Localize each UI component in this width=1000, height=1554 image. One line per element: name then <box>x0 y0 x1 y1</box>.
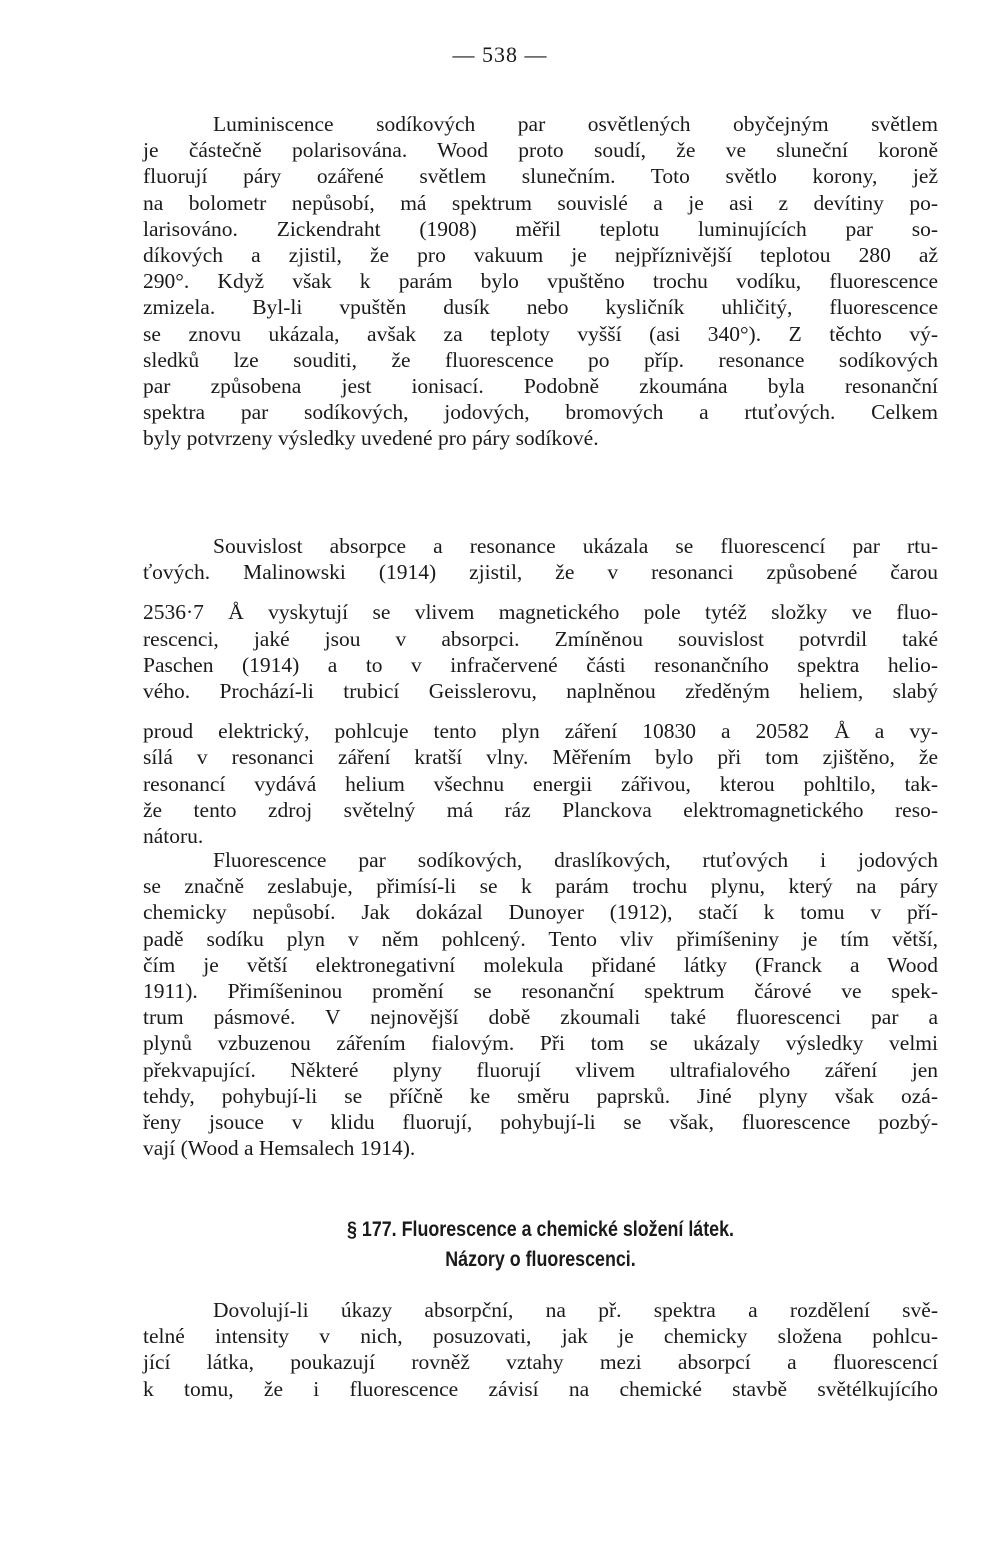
text-line: Souvislost absorpce a resonance ukázala se fluorescencí par rtu- <box>213 534 938 558</box>
text-line: díkových a zjistil, že pro vakuum je nejpříznivější teplotou 280 až <box>143 243 938 268</box>
paragraph-1 <box>143 111 938 452</box>
text-line: 290°. Když však k parám bylo vpuštěno trochu vodíku, fluorescence <box>143 269 938 294</box>
text-line: trum pásmové. V nejnovější době zkoumali také fluorescenci par a <box>143 1005 938 1030</box>
text-line: Paschen (1914) a to v infračervené části resonančního spektra helio- <box>143 652 938 677</box>
text-line: 1911). Přimíšeninou promění se resonanční spektrum čárové ve spek- <box>143 979 938 1004</box>
text-line: larisováno. Zickendraht (1908) měřil teplotu luminujících par so- <box>143 216 938 241</box>
text-line: fluorují páry ozářené světlem slunečním. Toto světlo korony, jež <box>143 164 938 189</box>
text-line: tehdy, pohybují-li se příčně ke směru paprsků. Jiné plyny však ozá- <box>143 1083 938 1108</box>
text-line: nátoru. <box>143 824 204 849</box>
text-line: že tento zdroj světelný má ráz Planckova elektromagnetického reso- <box>143 797 938 822</box>
text-line: padě sodíku plyn v něm pohlcený. Tento vliv přimíšeniny je tím větší, <box>143 926 938 951</box>
section-heading <box>203 1215 879 1275</box>
text-line: sílá v resonanci záření kratší vlny. Měřením bylo při tom zjištěno, že <box>143 745 938 770</box>
text-line: telné intensity v nich, posuzovati, jak je chemicky složena pohlcu- <box>143 1324 938 1349</box>
paragraph-3 <box>143 847 938 1161</box>
text-line: Dovolují-li úkazy absorpční, na př. spektra a rozdělení svě- <box>213 1298 938 1322</box>
text-line: plynů vzbuzenou zářením fialovým. Při tom se ukázaly výsledky velmi <box>143 1031 938 1056</box>
text-line: k tomu, že i fluorescence závisí na chemické stavbě světélkujícího <box>143 1376 938 1401</box>
text-line: spektra par sodíkových, jodových, bromových a rtuťových. Celkem <box>143 400 938 425</box>
text-line: zmizela. Byl-li vpuštěn dusík nebo kysličník uhličitý, fluorescence <box>143 295 938 320</box>
text-line: jící látka, poukazují rovněž vztahy mezi absorpcí a fluorescencí <box>143 1350 938 1375</box>
text-line: se značně zeslabuje, přimísí-li se k parám trochu plynu, který na páry <box>143 874 938 899</box>
section-heading-line-1: § 177. Fluorescence a chemické složení látek. <box>347 1218 734 1241</box>
text-line: 2536·7 Å vyskytují se vlivem magnetického pole tytéž složky ve fluo- <box>143 600 938 625</box>
text-line: vého. Prochází-li trubicí Geisslerovu, naplněnou zředěným heliem, slabý <box>143 679 938 704</box>
text-line: byly potvrzeny výsledky uvedené pro páry sodíkové. <box>143 426 599 451</box>
text-line: rescenci, jaké jsou v absorpci. Zmíněnou souvislost potvrdil také <box>143 626 938 651</box>
text-line: překvapující. Některé plyny fluorují vlivem ultrafialového záření jen <box>143 1057 938 1082</box>
paragraph-2 <box>143 533 938 849</box>
text-line: čím je větší elektronegativní molekula přidané látky (Franck a Wood <box>143 952 938 977</box>
text-line: ťových. Malinowski (1914) zjistil, že v resonanci způsobené čarou <box>143 560 938 585</box>
text-line: chemicky nepůsobí. Jak dokázal Dunoyer (1912), stačí k tomu v pří- <box>143 900 938 925</box>
page-number: — 538 — <box>452 42 548 67</box>
text-line: řeny jsouce v klidu fluorují, pohybují-li se však, fluorescence pozbý- <box>143 1110 938 1135</box>
section-heading-line-2: Názory o fluorescenci. <box>445 1248 636 1271</box>
text-line: vají (Wood a Hemsalech 1914). <box>143 1136 416 1161</box>
text-line: Luminiscence sodíkových par osvětlených obyčejným světlem <box>213 112 938 136</box>
text-line: je částečně polarisována. Wood proto soudí, že ve sluneční koroně <box>143 138 938 163</box>
text-line: Fluorescence par sodíkových, draslíkových, rtuťových i jodových <box>213 848 938 872</box>
text-line: par způsobena jest ionisací. Podobně zkoumána byla resonanční <box>143 374 938 399</box>
paragraph-4 <box>143 1297 938 1402</box>
text-line: na bolometr nepůsobí, má spektrum souvislé a je asi z devítiny po- <box>143 190 938 215</box>
text-line: resonancí vydává helium všechnu energii zářivou, kterou pohltilo, tak- <box>143 771 938 796</box>
text-line: proud elektrický, pohlcuje tento plyn záření 10830 a 20582 Å a vy- <box>143 719 938 744</box>
text-line: se znovu ukázala, avšak za teploty vyšší (asi 340°). Z těchto vý- <box>143 321 938 346</box>
text-line: sledků lze souditi, že fluorescence po příp. resonance sodíkových <box>143 347 938 372</box>
